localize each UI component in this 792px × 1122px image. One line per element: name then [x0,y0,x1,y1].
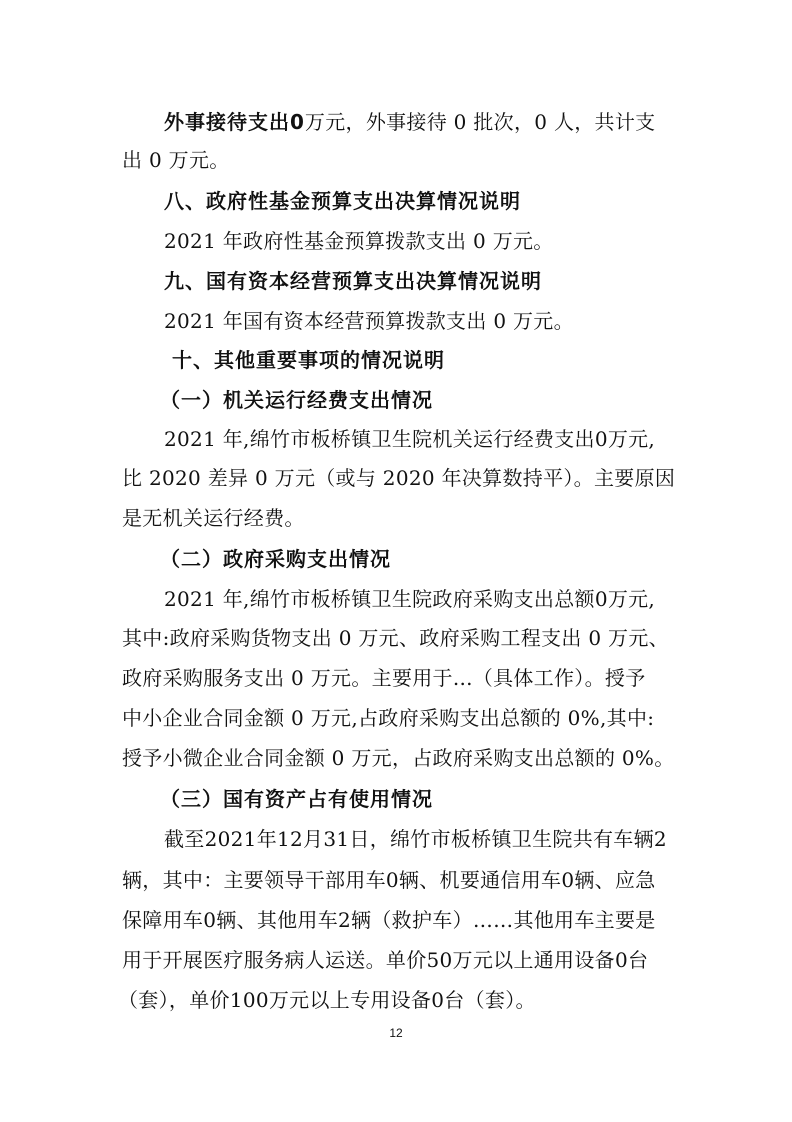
paragraph-line: 授予小微企业合同金额 0 万元，占政府采购支出总额的 0%。 [122,746,675,770]
subsection-heading-3: （三）国有资产占有使用情况 [160,787,433,811]
section-heading-10: 十、其他重要事项的情况说明 [172,348,445,372]
text: 万元，外事接待 0 批次，0 人，共计支 [304,110,656,134]
paragraph-line: 用于开展医疗服务病人运送。单价50万元以上通用设备0台 [122,948,649,972]
paragraph-line: （套），单价100万元以上专用设备0台（套）。 [118,988,536,1012]
subsection-heading-2: （二）政府采购支出情况 [160,547,391,571]
subsection-heading-1: （一）机关运行经费支出情况 [160,388,433,412]
section-heading-9: 九、国有资本经营预算支出决算情况说明 [164,269,542,293]
paragraph-line: 辆，其中：主要领导干部用车0辆、机要通信用车0辆、应急 [122,868,656,892]
paragraph-line: 2021 年政府性基金预算拨款支出 0 万元。 [164,229,554,253]
paragraph-line: 截至2021年12月31日，绵竹市板桥镇卫生院共有车辆2 [164,827,667,851]
section-heading-8: 八、政府性基金预算支出决算情况说明 [164,189,521,213]
paragraph-line [164,108,655,136]
paragraph-line: 出 0 万元。 [122,148,230,172]
page-number: 12 [389,1026,403,1040]
paragraph-line: 政府采购服务支出 0 万元。主要用于...（具体工作）。授予 [122,666,646,690]
paragraph-line: 保障用车0辆、其他用车2辆（救护车）……其他用车主要是 [122,908,656,932]
paragraph-line: 2021 年,绵竹市板桥镇卫生院政府采购支出总额0万元, [164,587,656,611]
paragraph-line: 比 2020 差异 0 万元（或与 2020 年决算数持平）。主要原因 [122,466,676,490]
paragraph-line: 其中:政府采购货物支出 0 万元、政府采购工程支出 0 万元、 [122,626,669,650]
paragraph-line: 2021 年,绵竹市板桥镇卫生院机关运行经费支出0万元, [164,427,656,451]
paragraph-line: 中小企业合同金额 0 万元,占政府采购支出总额的 0%,其中: [122,706,655,730]
paragraph-line: 是无机关运行经费。 [122,506,305,530]
paragraph-line: 2021 年国有资本经营预算拨款支出 0 万元。 [164,309,574,333]
bold-text: 外事接待支出0 [164,110,305,134]
